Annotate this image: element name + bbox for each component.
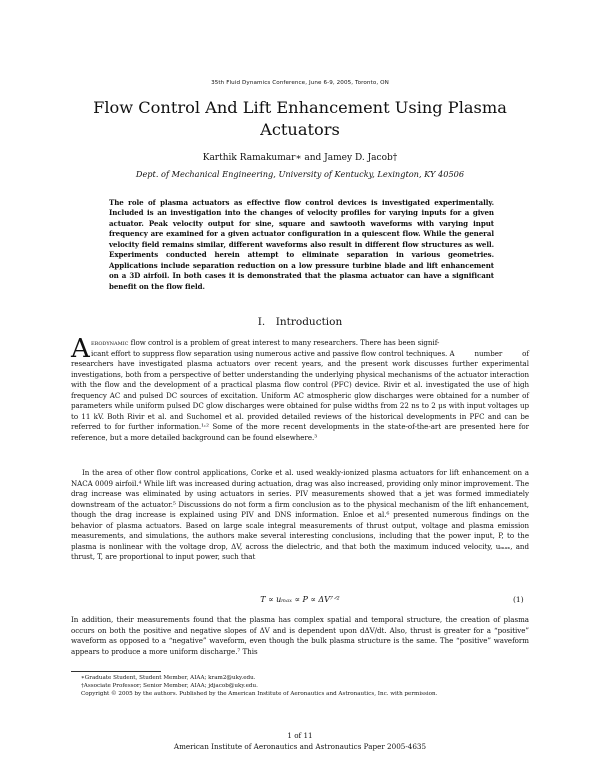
intro-paragraph-3: In addition, their measurements found that the plasma has complex spatial and temporal structure, the creation of plasma occurs on both the positive and negative slopes of ΔV and is dependent upon dΔV/dt. Also, thrust is greater for a “positive” waveform as opposed to a “negative” waveform, even though the bulk plasma structure is the same. The “positive” waveform appears to produce a more uniform discharge.⁷ This — [71, 615, 529, 656]
author-list: Karthik Ramakumar∗ and Jamey D. Jacob† — [202, 153, 398, 163]
page-number: 1 of 11 — [287, 731, 313, 740]
conference-header: 35th Fluid Dynamics Conference, June 6-9, 2005, Toronto, ON — [211, 80, 389, 86]
intro-p1-rest: number of researchers have investigated plasma actuators over recent years, and the present work discusses further experimental investigations, both from a perspective of better understanding the underlying physical mechanisms of the actuator interaction with the flow and the development of a practical plasma flow control (PFC) device. Rivir et al. investigated the use of high frequency AC and pulsed DC sources of excitation. Uniform AC atmospheric glow discharges were obtained for a number of parameters while uniform pulsed DC glow discharges were obtained for pulse widths from 22 ns to 2 μs with input voltages up to 11 kV. Both Rivir et al. and Suchomel et al. provided detailed reviews of the historical developments in PFC and can be referred to for further information.¹˒² Some of the more recent developments in the state-of-the-art are presented here for reference, but a more detailed background can be found elsewhere.³ — [71, 348, 529, 442]
abstract: The role of plasma actuators as effective flow control devices is investigated experimentally. Included is an investigation into the changes of velocity profiles for varying inputs for a given actuator. Peak velocity output for sine, square and sawtooth waveforms with varying input frequency are examined for a given actuator configuration in a quiescent flow. While the general velocity field remains similar, different waveforms also result in different flow structures as well. Experiments conducted herein attempt to eliminate separation in various geometries. Applications include separation reduction on a low pressure turbine blade and lift enhancement on a 3D airfoil. In both cases it is demonstrated that the plasma actuator can have a significant benefit on the flow field. — [109, 198, 494, 291]
paper-title: Flow Control And Lift Enhancement Using Plasma Actuators — [93, 98, 507, 139]
section-heading-introduction: I. Introduction — [257, 316, 343, 328]
intro-line2: icant effort to suppress flow separation using numerous active and passive flow control techniques. A — [91, 348, 455, 358]
intro-paragraph-2: In the area of other flow control applications, Corke et al. used weakly-ionized plasma actuators for lift enhancement on a NACA 0009 airfoil.⁴ While lift was increased during actuation, drag was also increased, providing only minor improvement. The drag increase was eliminated by using actuators in series. PIV measurements showed that a jet was formed immediately downstream of the actuator.⁵ Discussions do not form a firm conclusion as to the physical mechanism of the lift enhancement, though the drag increase is explained using PIV and DNS information. Enloe et al.⁶ presented numerous findings on the behavior of plasma actuators. Based on large scale integral measurements of thrust output, voltage and plasma emission measurements, and simulations, the authors make several interesting conclusions, including that the power input, P, to the plasma is nonlinear with the voltage drop, ΔV, across the dielectric, and that both the maximum induced velocity, uₘₐₓ, and thrust, T, are proportional to input power, such that — [71, 468, 529, 561]
publisher-footer: American Institute of Aeronautics and Astronautics Paper 2005-4635 — [173, 742, 427, 751]
footnote-divider — [71, 671, 161, 672]
intro-paragraph-1 — [71, 334, 529, 443]
footnote-graduate-student: ∗Graduate Student, Student Member, AIAA; kram2@uky.edu. — [81, 675, 256, 681]
footnote-copyright: Copyright © 2005 by the authors. Published by the American Institute of Aeronautics and Astronautics, Inc. with permission. — [81, 691, 438, 697]
equation-number: (1) — [513, 595, 524, 604]
intro-smallcaps-word: erodynamic — [91, 338, 129, 347]
intro-line1-rest: flow control is a problem of great interest to many researchers. There has been signif- — [128, 338, 440, 347]
equation-1: T ∝ uₘₐₓ ∝ P ∝ ΔV⁷ᐟ² — [260, 595, 340, 604]
author-affiliation: Dept. of Mechanical Engineering, University of Kentucky, Lexington, KY 40506 — [135, 169, 465, 179]
footnote-associate-professor: †Associate Professor; Senior Member, AIAA; jdjacob@uky.edu. — [81, 683, 258, 689]
drop-cap: A — [71, 334, 90, 364]
intro-first-line — [71, 338, 439, 347]
